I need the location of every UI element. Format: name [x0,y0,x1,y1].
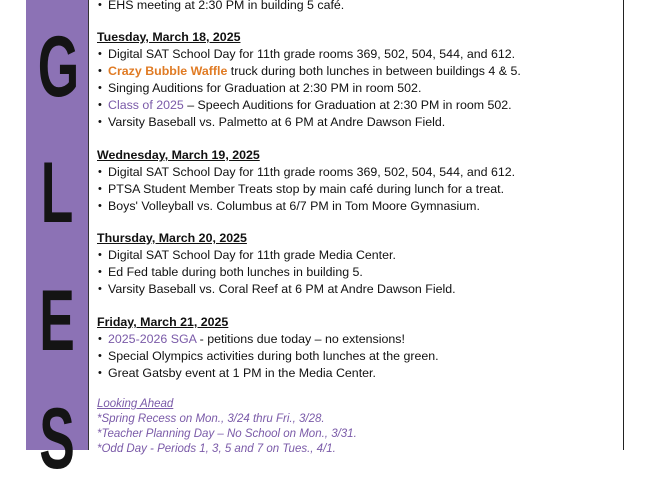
list-item [97,182,504,197]
item-text: Varsity Baseball vs. Coral Reef at 6 PM at Andre Dawson Field. [108,282,456,296]
list-item [97,265,363,280]
list-item: • EHS meeting at 2:30 PM in building 5 café. [97,0,344,13]
looking-ahead-item: *Teacher Planning Day – No School on Mon., 3/31. [97,428,357,440]
banner-letter: S [39,391,75,487]
list-item [97,199,480,214]
item-text: Digital SAT School Day for 11th grade rooms 369, 502, 504, 544, and 612. [108,165,516,179]
list-item [97,81,421,96]
item-text: truck during both lunches in between buildings 4 & 5. [227,64,521,78]
list-item [97,349,439,364]
looking-ahead-item: *Odd Day - Periods 1, 3, 5 and 7 on Tues., 4/1. [97,443,336,455]
day-heading: Thursday, March 20, 2025 [97,231,247,245]
side-banner [26,0,89,487]
list-item [97,165,515,180]
list-item [97,332,405,347]
highlight-text: Crazy Bubble Waffle [108,64,228,78]
looking-ahead-item: *Spring Recess on Mon., 3/24 thru Fri., 3/28. [97,413,325,425]
item-text: Singing Auditions for Graduation at 2:30 PM in room 502. [108,81,422,95]
item-text: Ed Fed table during both lunches in building 5. [108,265,363,279]
day-heading: Wednesday, March 19, 2025 [97,148,260,162]
item-text: Digital SAT School Day for 11th grade Media Center. [108,248,396,262]
day-heading: Friday, March 21, 2025 [97,315,229,329]
item-text: Varsity Baseball vs. Palmetto at 6 PM at Andre Dawson Field. [108,115,446,129]
list-item [97,98,512,113]
banner-letter: E [39,273,75,369]
looking-ahead-heading: Looking Ahead [97,398,174,410]
banner-letter: G [37,19,80,115]
item-text: Boys' Volleyball vs. Columbus at 6/7 PM in Tom Moore Gymnasium. [108,199,480,213]
list-item [97,366,376,381]
item-text: PTSA Student Member Treats stop by main café during lunch for a treat. [108,182,505,196]
list-item [97,248,396,263]
highlight-text: Class of 2025 [108,98,184,112]
item-text: Digital SAT School Day for 11th grade rooms 369, 502, 504, 544, and 612. [108,47,516,61]
list-item [97,115,445,130]
item-text: – Speech Auditions for Graduation at 2:30 PM in room 502. [183,98,512,112]
banner-letter: L [40,145,74,241]
list-item [97,47,515,62]
list-item [97,64,521,79]
list-item [97,282,456,297]
item-text: Special Olympics activities during both lunches at the green. [108,349,439,363]
item-text: Great Gatsby event at 1 PM in the Media Center. [108,366,376,380]
day-heading: Tuesday, March 18, 2025 [97,30,241,44]
highlight-text: 2025-2026 SGA [108,332,197,346]
item-text: - petitions due today – no extensions! [196,332,405,346]
